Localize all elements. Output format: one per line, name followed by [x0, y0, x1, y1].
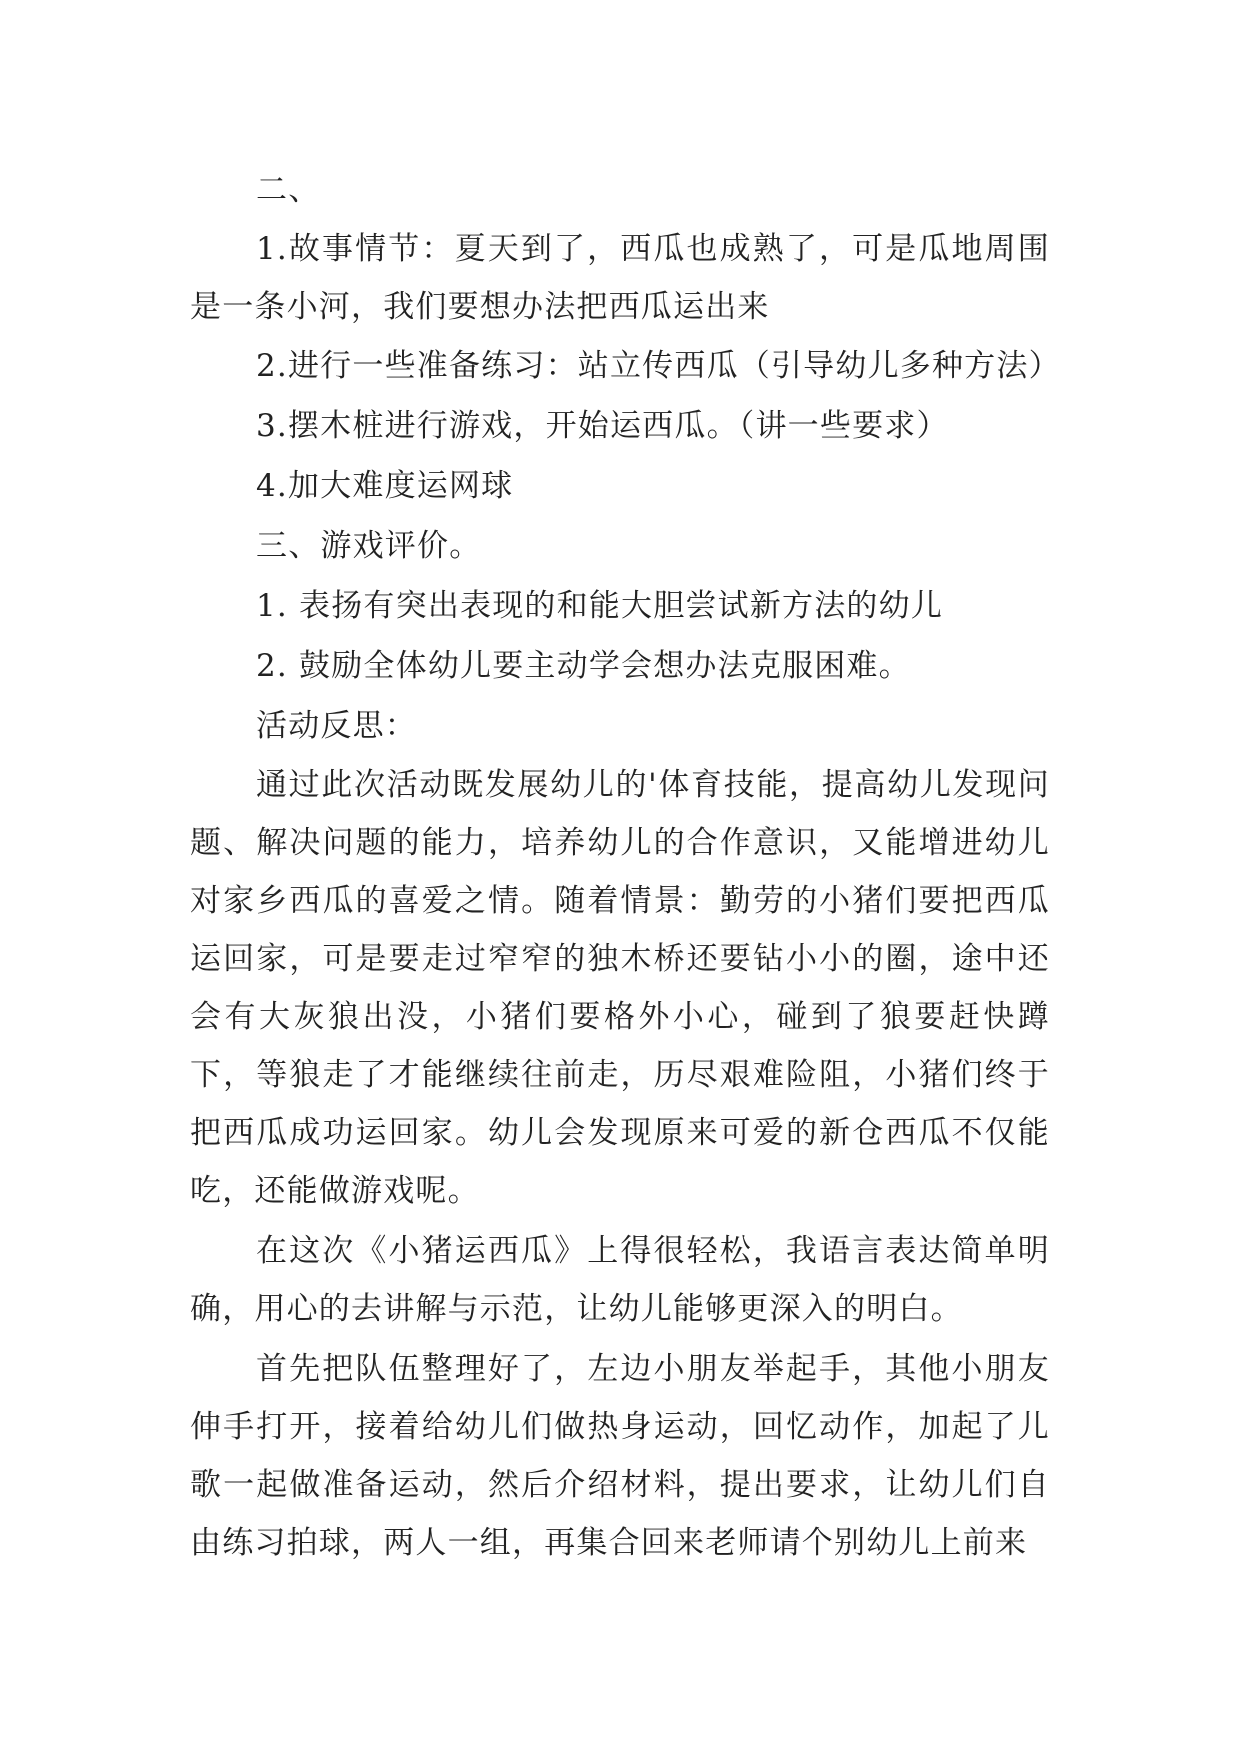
reflection-paragraph: 在这次《小猪运西瓜》上得很轻松，我语言表达简单明确，用心的去讲解与示范，让幼儿能够更深入的明白。	[190, 1233, 1050, 1327]
list-item-encourage: 2. 鼓励全体幼儿要主动学会想办法克服困难。	[256, 648, 911, 684]
reflection-paragraph: 通过此次活动既发展幼儿的'体育技能，提高幼儿发现问题、解决问题的能力，培养幼儿的合作意识，又能增进幼儿对家乡西瓜的喜爱之情。随着情景：勤劳的小猪们要把西瓜运回家，可是要走过窄窄的独木桥还要钻小小的圈，途中还会有大灰狼出没，小猪们要格外小心，碰到了狼要赶快蹲下，等狼走了才能继续往前走，历尽艰难险阻，小猪们终于把西瓜成功运回家。幼儿会发现原来可爱的新仓西瓜不仅能吃，还能做游戏呢。	[190, 767, 1050, 1209]
reflection-heading: 活动反思：	[256, 708, 417, 744]
document-body	[190, 160, 1061, 1572]
list-item-practice: 2.进行一些准备练习：站立传西瓜（引导幼儿多种方法）	[256, 348, 1061, 384]
list-item-game: 3.摆木桩进行游戏，开始运西瓜。（讲一些要求）	[256, 408, 949, 444]
reflection-paragraph: 首先把队伍整理好了，左边小朋友举起手，其他小朋友伸手打开，接着给幼儿们做热身运动，回忆动作，加起了儿歌一起做准备运动，然后介绍材料，提出要求，让幼儿们自由练习拍球，两人一组，再集合回来老师请个别幼儿上前来	[190, 1351, 1050, 1561]
section-two-heading: 二、	[256, 172, 321, 208]
section-three-heading: 三、游戏评价。	[256, 528, 482, 564]
list-item-story: 1.故事情节：夏天到了，西瓜也成熟了，可是瓜地周围是一条小河，我们要想办法把西瓜运出来	[190, 231, 1050, 325]
list-item-difficulty: 4.加大难度运网球	[256, 468, 514, 504]
list-item-praise: 1. 表扬有突出表现的和能大胆尝试新方法的幼儿	[256, 588, 944, 624]
